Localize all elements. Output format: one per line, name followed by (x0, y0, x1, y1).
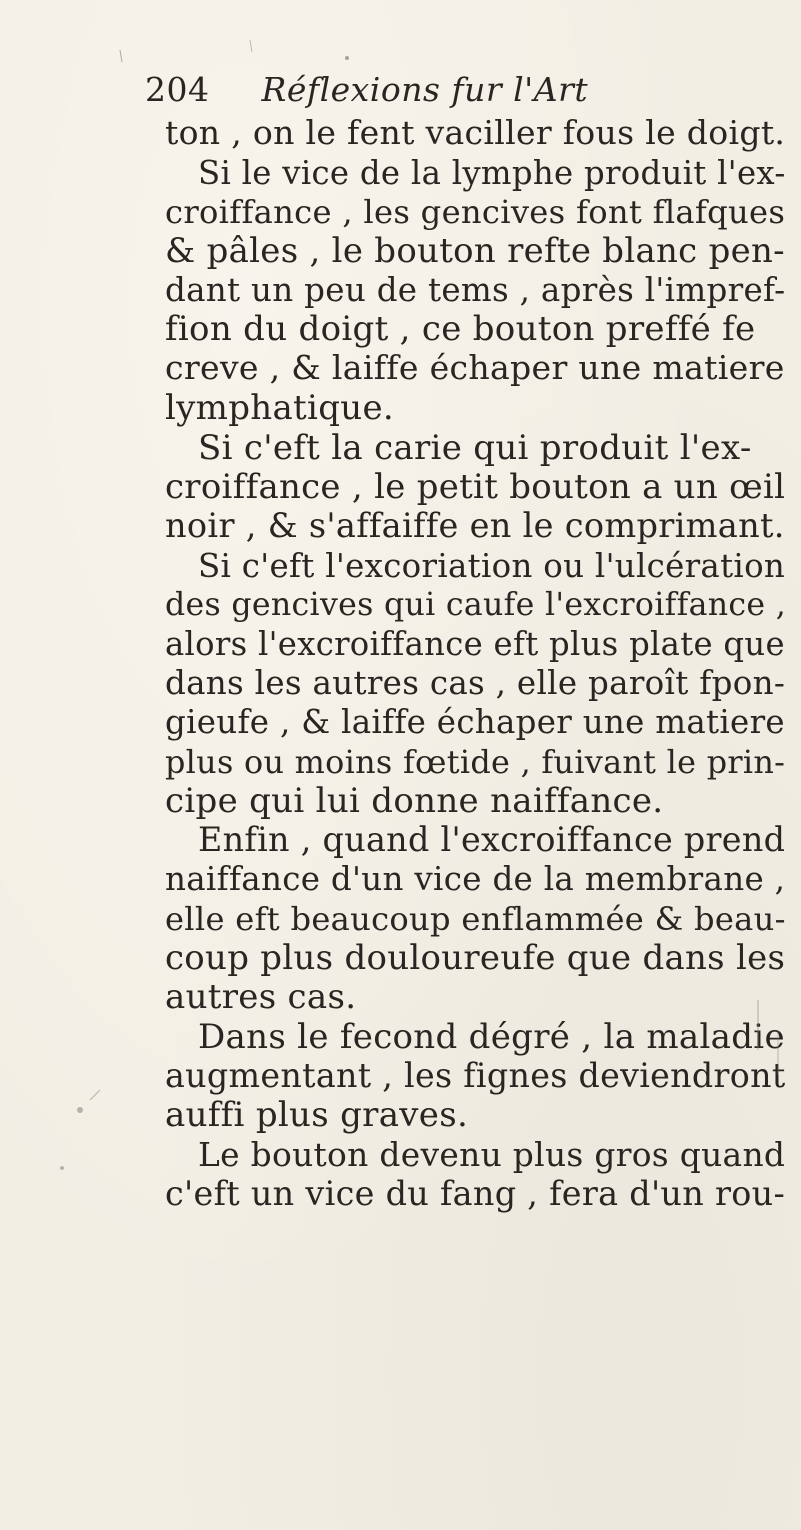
text-line: c'eft un vice du fang , fera d'un rou- (165, 1174, 786, 1213)
text-line: & pâles , le bouton refte blanc pen- (165, 231, 785, 271)
text-line: Si c'eft l'excoriation ou l'ulcération (198, 547, 786, 585)
text-line: dant un peu de tems , après l'impref- (165, 271, 786, 309)
text-line: ton , on le fent vaciller fous le doigt. (165, 113, 786, 152)
text-line: cipe qui lui donne naiffance. (165, 781, 664, 821)
text-line: autres cas. (165, 977, 357, 1017)
text-line: plus ou moins fœtide , fuivant le prin- (165, 743, 786, 781)
text-line: fion du doigt , ce bouton preffé fe (165, 309, 756, 349)
page-number: 204 (145, 70, 210, 109)
text-line: croiffance , le petit bouton a un œil (165, 467, 786, 507)
text-line: croiffance , les gencives font flafques (165, 193, 786, 231)
text-line: lymphatique. (165, 388, 394, 428)
text-line: coup plus douloureufe que dans les (165, 938, 786, 978)
text-line: Le bouton devenu plus gros quand (198, 1135, 786, 1174)
text-line: elle eft beaucoup enflammée & beau- (165, 900, 786, 938)
running-header (145, 70, 588, 109)
text-line: Dans le fecond dégré , la maladie (198, 1017, 785, 1057)
text-line: Si c'eft la carie qui produit l'ex- (198, 428, 752, 468)
text-line: augmentant , les fignes deviendront (165, 1056, 786, 1095)
text-line: alors l'excroiffance eft plus plate que (165, 625, 785, 663)
text-line: Si le vice de la lymphe produit l'ex- (198, 154, 786, 192)
text-line: Enfin , quand l'excroiffance prend (198, 820, 786, 859)
text-line: des gencives qui caufe l'excroiffance , (165, 587, 787, 623)
text-line: dans les autres cas , elle paroît fpon- (165, 664, 786, 702)
running-title: Réflexions fur l'Art (261, 70, 589, 109)
text-line: gieufe , & laiffe échaper une matiere (165, 703, 785, 741)
text-line: naiffance d'un vice de la membrane , (165, 860, 786, 898)
text-line: auffi plus graves. (165, 1095, 469, 1135)
text-line: creve , & laiffe échaper une matiere (165, 348, 785, 387)
text-line: noir , & s'affaiffe en le comprimant. (165, 506, 785, 545)
